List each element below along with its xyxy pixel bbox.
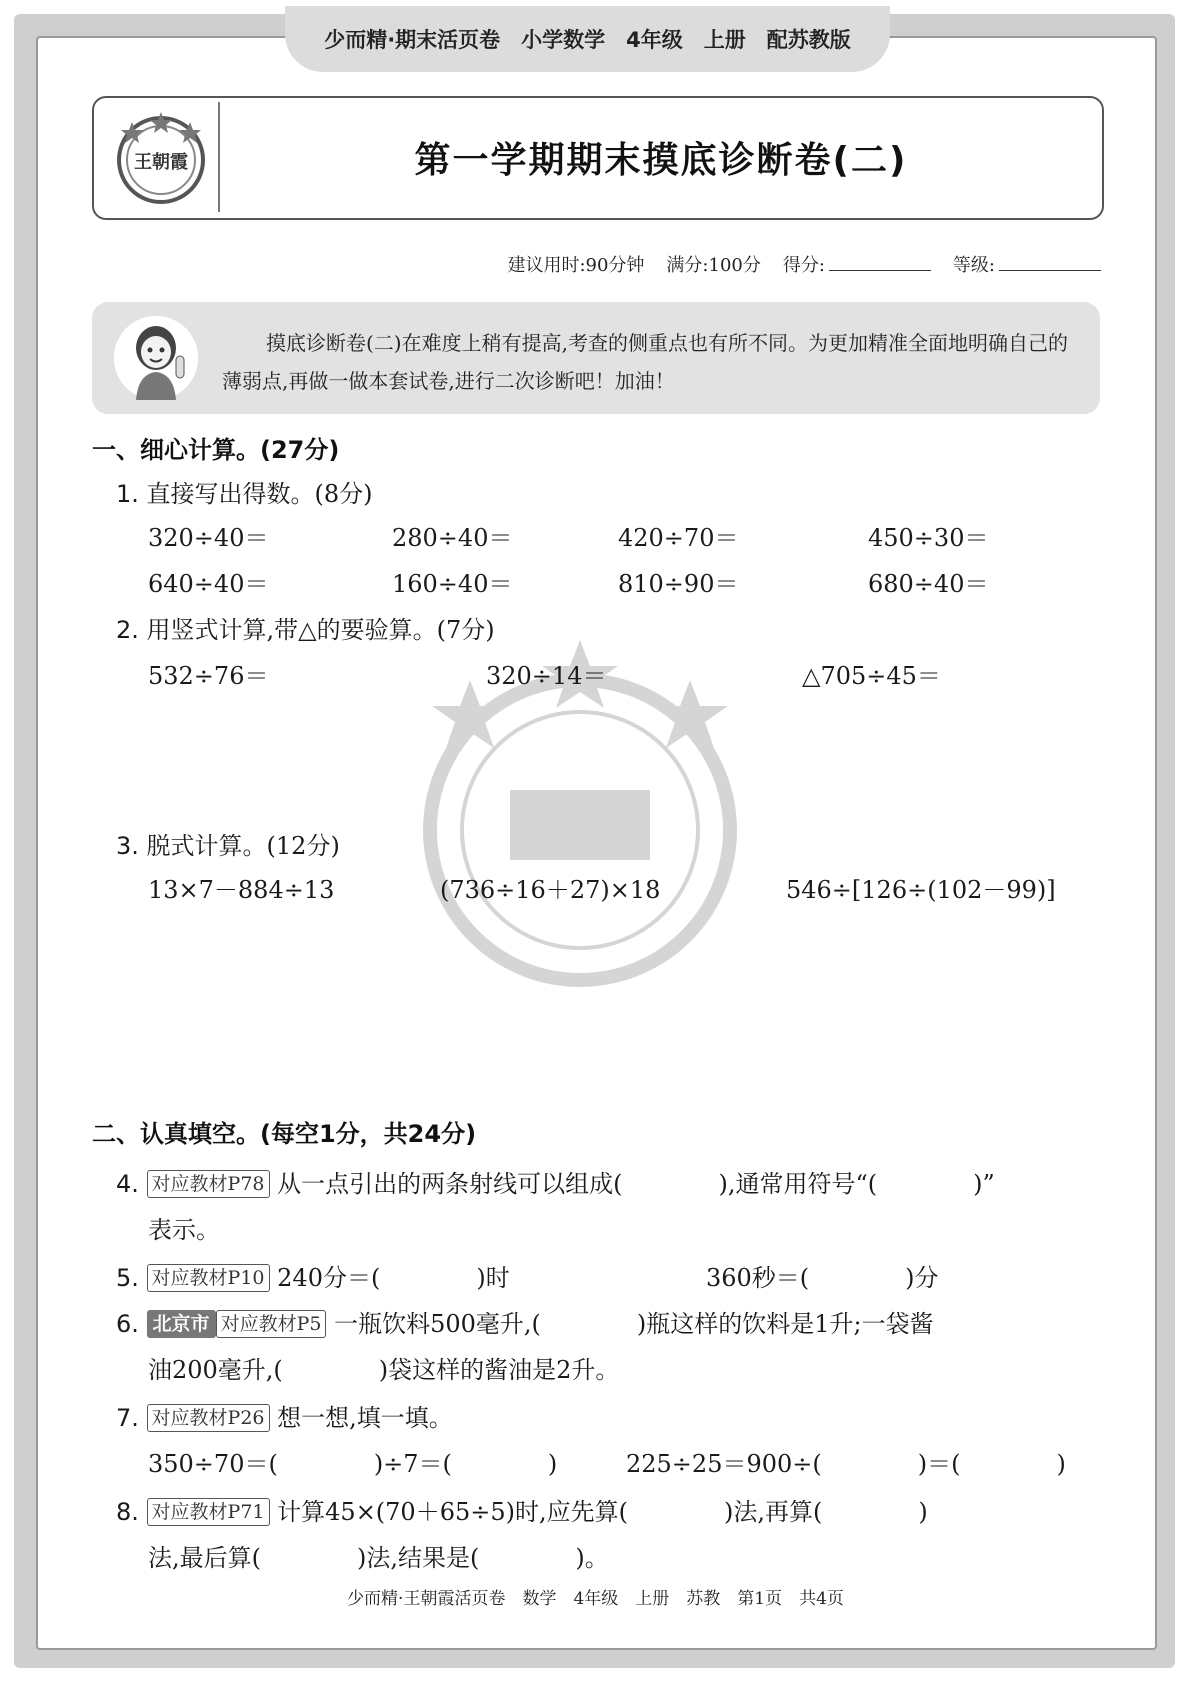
question-6: 6. 北京市 对应教材P5 一瓶饮料500毫升,( )瓶这样的饮料是1升;一袋酱 [116,1310,934,1338]
expr-3-2: (736÷16＋27)×18 [440,876,661,904]
expr-1-2: 280÷40＝ [392,524,513,552]
question-7-b: 225÷25＝900÷( )＝( ) [626,1450,1066,1478]
textbook-tag: 对应教材P78 [147,1170,270,1198]
question-4: 4. 对应教材P78 从一点引出的两条射线可以组成( ),通常用符号“( )” [116,1170,995,1198]
textbook-tag: 对应教材P71 [147,1498,270,1526]
question-2: 2. 用竖式计算,带△的要验算。(7分) [116,616,495,644]
grade-blank[interactable] [999,250,1101,271]
expr-1-8: 680÷40＝ [868,570,989,598]
expr-2-1: 532÷76＝ [148,662,269,690]
question-4-cont: 表示。 [148,1216,220,1244]
question-8: 8. 对应教材P71 计算45×(70＋65÷5)时,应先算( )法,再算( ) [116,1498,928,1526]
section-2-title: 二、认真填空。(每空1分，共24分) [92,1120,477,1148]
intro-box [92,302,1100,414]
intro-text: 摸底诊断卷(二)在难度上稍有提高,考查的侧重点也有所不同。为更加精准全面地明确自己的薄弱点,再做一做本套试卷,进行二次诊断吧！加油！ [222,331,1068,393]
exam-meta [507,250,1101,277]
question-7: 7. 对应教材P26 想一想,填一填。 [116,1404,453,1432]
brand-watermark-icon [410,640,750,1000]
question-8-cont: 法,最后算( )法,结果是( )。 [148,1544,609,1572]
score-field: 得分: [783,250,931,277]
question-7-a: 350÷70＝( )÷7＝( ) [148,1450,558,1478]
question-5-b: 360秒＝( )分 [706,1264,939,1292]
girl-avatar-icon [114,316,198,400]
region-tag: 北京市 [147,1310,216,1338]
header-tab: 少而精·期末活页卷 小学数学 4年级 上册 配苏教版 [285,6,890,72]
expr-3-3: 546÷[126÷(102－99)] [786,876,1056,904]
brand-logo [112,106,210,208]
expr-1-7: 810÷90＝ [618,570,739,598]
title-box [92,96,1104,220]
textbook-tag: 对应教材P10 [147,1264,270,1292]
textbook-tag: 对应教材P26 [147,1404,270,1432]
expr-1-6: 160÷40＝ [392,570,513,598]
expr-1-1: 320÷40＝ [148,524,269,552]
expr-2-2: 320÷14＝ [486,662,607,690]
textbook-tag: 对应教材P5 [216,1310,327,1338]
expr-1-3: 420÷70＝ [618,524,739,552]
question-5: 5. 对应教材P10 240分＝( )时 [116,1264,510,1292]
svg-text:王朝霞: 王朝霞 [134,152,188,173]
question-3: 3. 脱式计算。(12分) [116,832,340,860]
full-score: 满分:100分 [666,255,761,276]
page-title: 第一学期期末摸底诊断卷(二) [414,140,908,181]
expr-1-4: 450÷30＝ [868,524,989,552]
question-6-cont: 油200毫升,( )袋这样的酱油是2升。 [148,1356,620,1384]
question-1: 1. 直接写出得数。(8分) [116,480,373,508]
page-footer: 少而精·王朝霞活页卷 数学 4年级 上册 苏教 第1页 共4页 [347,1589,844,1609]
time-limit: 建议用时:90分钟 [507,255,645,276]
expr-2-3: △705÷45＝ [802,662,941,690]
section-1-title: 一、细心计算。(27分) [92,436,340,464]
score-blank[interactable] [829,250,931,271]
grade-field: 等级: [953,250,1101,277]
expr-1-5: 640÷40＝ [148,570,269,598]
expr-3-1: 13×7－884÷13 [148,876,335,904]
